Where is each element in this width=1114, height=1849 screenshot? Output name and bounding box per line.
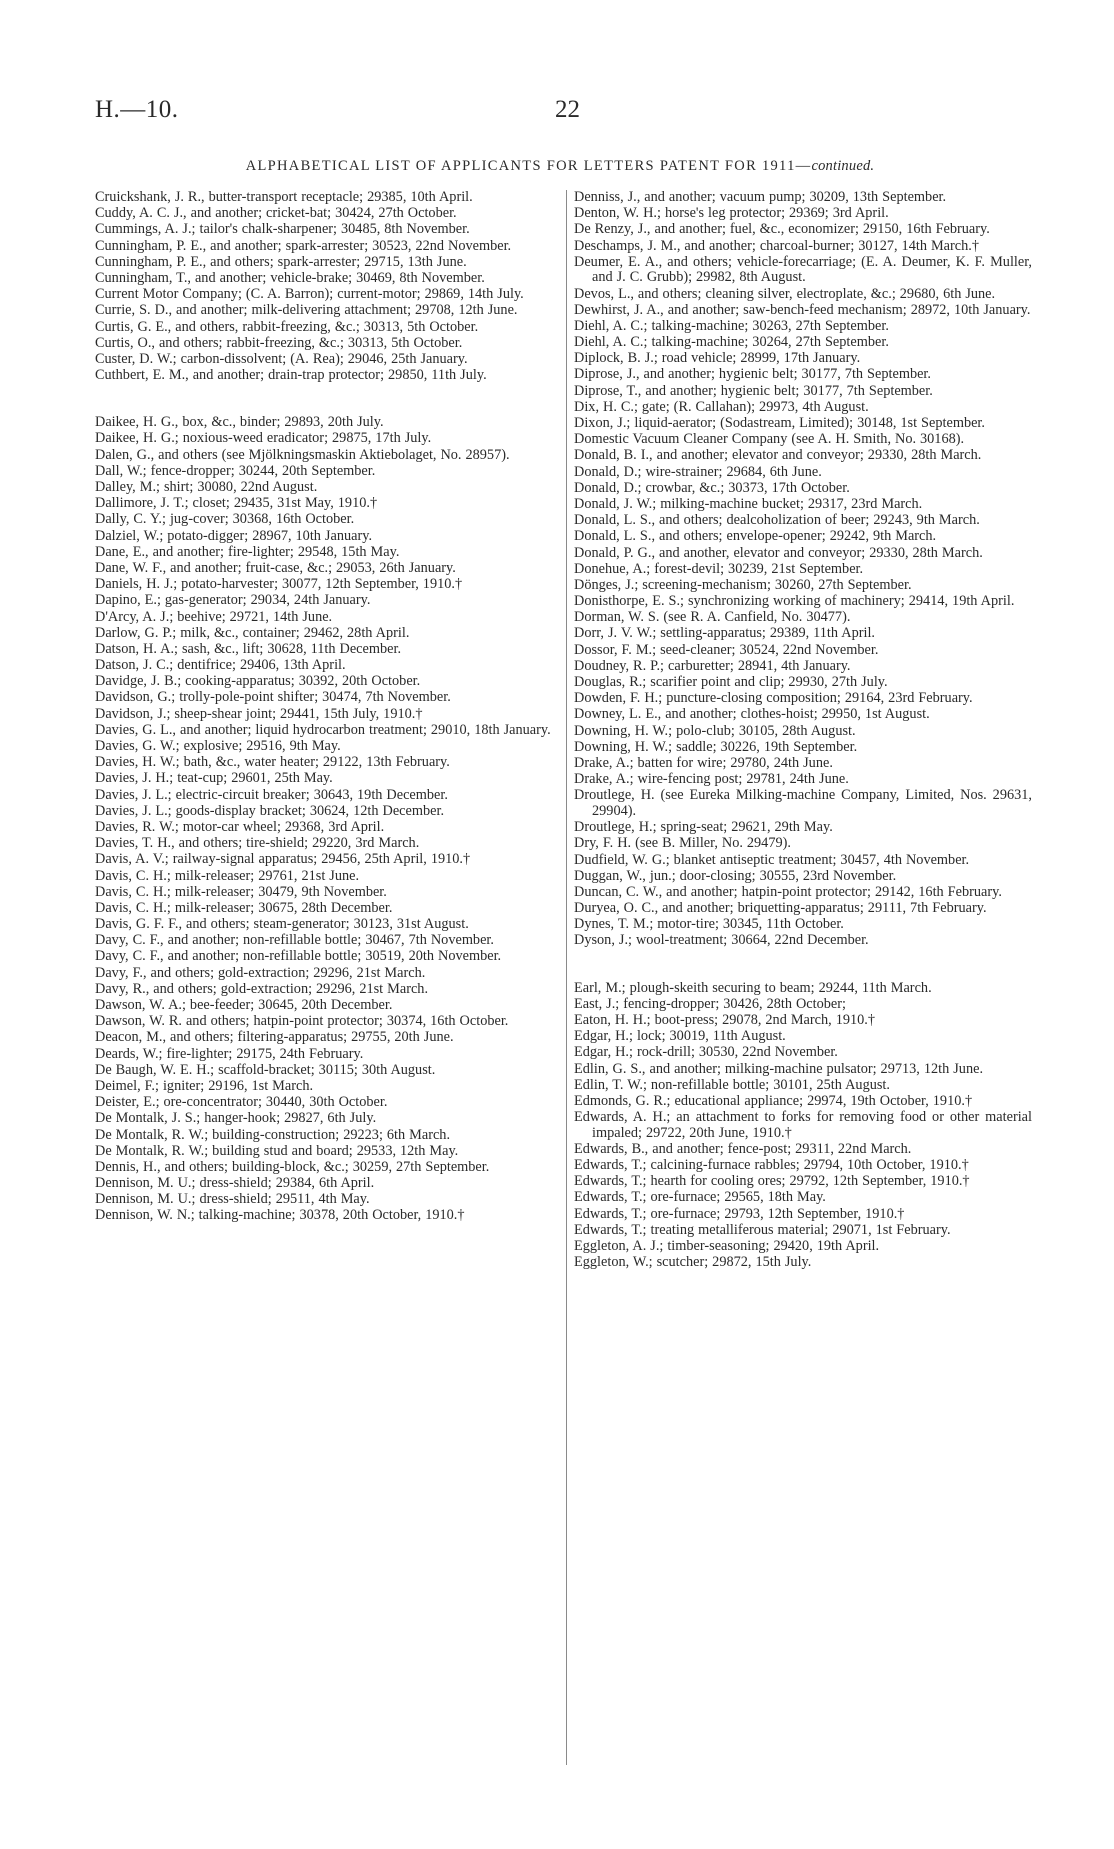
list-entry: Davies, R. W.; motor-car wheel; 29368, 3rd April. [95, 818, 385, 835]
list-entry: Dawson, W. A.; bee-feeder; 30645, 20th December. [95, 997, 393, 1013]
left-group-d [95, 415, 556, 1224]
list-entry: Deister, E.; ore-concentrator; 30440, 30th October. [95, 1094, 388, 1111]
list-entry: Davy, C. F., and another; non-refillable bottle; 30519, 20th November. [95, 948, 502, 965]
list-entry: Daikee, H. G., box, &c., binder; 29893, 20th July. [95, 414, 384, 431]
list-entry: Donehue, A.; forest-devil; 30239, 21st September. [574, 560, 864, 577]
list-entry: Edlin, G. S., and another; milking-machine pulsator; 29713, 12th June. [574, 1060, 984, 1077]
list-entry: Cummings, A. J.; tailor's chalk-sharpener; 30485, 8th November. [95, 221, 470, 238]
list-entry: Eggleton, A. J.; timber-seasoning; 29420, 19th April. [574, 1238, 880, 1255]
list-entry: Edlin, T. W.; non-refillable bottle; 30101, 25th August. [574, 1076, 890, 1093]
list-entry: Davis, C. H.; milk-releaser; 29761, 21st June. [95, 867, 360, 884]
list-entry: Dalziel, W.; potato-digger; 28967, 10th January. [95, 527, 373, 544]
list-entry: Donald, P. G., and another, elevator and conveyor; 29330, 28th March. [574, 544, 983, 561]
list-entry: Deimel, F.; igniter; 29196, 1st March. [95, 1077, 314, 1094]
list-entry: Dawson, W. R. and others; hatpin-point protector; 30374, 16th October. [95, 1013, 509, 1030]
list-entry: Dapino, E.; gas-generator; 29034, 24th January. [95, 592, 371, 609]
list-entry: Dix, H. C.; gate; (R. Callahan); 29973, 4th August. [574, 398, 869, 415]
list-entry: Donald, J. W.; milking-machine bucket; 29317, 23rd March. [574, 495, 923, 512]
list-entry: Davies, J. H.; teat-cup; 29601, 25th May. [95, 770, 333, 787]
left-column [95, 190, 556, 1225]
list-entry: Davis, A. V.; railway-signal apparatus; 29456, 25th April, 1910.† [95, 851, 471, 868]
list-entry: Davy, C. F., and another; non-refillable bottle; 30467, 7th November. [95, 932, 494, 949]
list-entry: Davis, G. F. F., and others; steam-generator; 30123, 31st August. [95, 916, 469, 933]
list-entry: Edwards, A. H.; an attachment to forks for removing food or other material impaled; 29722, 20th June, 1910.† [574, 1109, 1032, 1141]
list-entry: Daikee, H. G.; noxious-weed eradicator; 29875, 17th July. [95, 430, 432, 447]
list-entry: Donald, L. S., and others; envelope-opener; 29242, 9th March. [574, 528, 937, 545]
list-entry: Diplock, B. J.; road vehicle; 28999, 17th January. [574, 350, 861, 367]
list-entry: Edwards, T.; ore-furnace; 29565, 18th May. [574, 1189, 826, 1206]
list-entry: Dalen, G., and others (see Mjölkningsmaskin Aktiebolaget, No. 28957). [95, 446, 510, 463]
list-entry: Downing, H. W.; polo-club; 30105, 28th August. [574, 722, 856, 739]
list-entry: Davies, J. L.; electric-circuit breaker; 30643, 19th December. [95, 786, 448, 803]
list-entry: Denniss, J., and another; vacuum pump; 30209, 13th September. [574, 189, 947, 205]
list-entry: Denton, W. H.; horse's leg protector; 29369; 3rd April. [574, 205, 889, 222]
list-entry: Dixon, J.; liquid-aerator; (Sodastream, Limited); 30148, 1st September. [574, 415, 985, 432]
list-entry: Cunningham, T., and another; vehicle-brake; 30469, 8th November. [95, 269, 485, 286]
list-entry: Dewhirst, J. A., and another; saw-bench-feed mechanism; 28972, 10th January. [574, 301, 1031, 318]
list-entry: Dane, W. F., and another; fruit-case, &c.; 29053, 26th January. [95, 559, 456, 576]
list-entry: Dallimore, J. T.; closet; 29435, 31st May, 1910.† [95, 495, 378, 512]
list-entry: Donisthorpe, E. S.; synchronizing working of machinery; 29414, 19th April. [574, 593, 1015, 610]
list-entry: Current Motor Company; (C. A. Barron); current-motor; 29869, 14th July. [95, 286, 524, 303]
list-entry: Davy, R., and others; gold-extraction; 29296, 21st March. [95, 980, 429, 997]
list-entry: Cunningham, P. E., and another; spark-arrester; 30523, 22nd November. [95, 237, 512, 254]
list-entry: Dyson, J.; wool-treatment; 30664, 22nd December. [574, 932, 869, 949]
list-entry: Edwards, T.; treating metalliferous material; 29071, 1st February. [574, 1221, 951, 1238]
page-header [95, 96, 1025, 136]
group-spacer [574, 950, 1032, 981]
list-entry: Cunningham, P. E., and others; spark-arrester; 29715, 13th June. [95, 253, 467, 270]
list-entry: Dennison, M. U.; dress-shield; 29511, 4th May. [95, 1191, 370, 1208]
list-entry: Cuddy, A. C. J., and another; cricket-bat; 30424, 27th October. [95, 205, 457, 222]
list-entry: Dynes, T. M.; motor-tire; 30345, 11th October. [574, 916, 844, 933]
list-entry: De Montalk, J. S.; hanger-hook; 29827, 6th July. [95, 1110, 377, 1127]
list-entry: Edwards, T.; ore-furnace; 29793, 12th September, 1910.† [574, 1205, 905, 1222]
list-entry: Downing, H. W.; saddle; 30226, 19th September. [574, 738, 858, 755]
list-entry: Diprose, T., and another; hygienic belt; 30177, 7th September. [574, 382, 933, 399]
list-entry: Dalley, M.; shirt; 30080, 22nd August. [95, 479, 318, 495]
group-spacer [95, 384, 556, 415]
right-group-e [574, 981, 1032, 1271]
list-entry: Droutlege, H.; spring-seat; 29621, 29th May. [574, 819, 833, 836]
list-entry: Dry, F. H. (see B. Miller, No. 29479). [574, 835, 791, 852]
column-divider [566, 190, 567, 1765]
list-entry: Donald, D.; crowbar, &c.; 30373, 17th October. [574, 479, 850, 496]
list-entry: Donald, D.; wire-strainer; 29684, 6th June. [574, 463, 822, 480]
list-entry: Earl, M.; plough-skeith securing to beam; 29244, 11th March. [574, 979, 932, 996]
list-entry: De Baugh, W. E. H.; scaffold-bracket; 30115; 30th August. [95, 1061, 436, 1078]
list-title-main: ALPHABETICAL LIST OF APPLICANTS FOR LETTERS PATENT FOR 1911— [245, 158, 812, 174]
list-entry: Deumer, E. A., and others; vehicle-forecarriage; (E. A. Deumer, K. F. Muller, and J. C. Grubb); 29982, 8th August. [574, 253, 1032, 286]
list-entry: Dudfield, W. G.; blanket antiseptic treatment; 30457, 4th November. [574, 851, 970, 868]
list-entry: Drake, A.; wire-fencing post; 29781, 24th June. [574, 771, 849, 788]
list-entry: Cruickshank, J. R., butter-transport receptacle; 29385, 10th April. [95, 189, 473, 205]
list-entry: Diprose, J., and another; hygienic belt; 30177, 7th September. [574, 366, 931, 383]
list-entry: Downey, L. E., and another; clothes-hoist; 29950, 1st August. [574, 706, 930, 723]
list-entry: Cuthbert, E. M., and another; drain-trap protector; 29850, 11th July. [95, 367, 487, 384]
list-entry: Daniels, H. J.; potato-harvester; 30077, 12th September, 1910.† [95, 576, 463, 593]
list-entry: Dall, W.; fence-dropper; 30244, 20th September. [95, 462, 376, 479]
list-entry: Davis, C. H.; milk-releaser; 30479, 9th November. [95, 883, 387, 900]
list-title-continued: continued. [811, 158, 875, 174]
right-group-d [574, 190, 1032, 949]
list-entry: Dorman, W. S. (see R. A. Canfield, No. 30477). [574, 609, 851, 626]
section-code: H.—10. [95, 96, 179, 123]
list-entry: Deschamps, J. M., and another; charcoal-burner; 30127, 14th March.† [574, 237, 979, 254]
right-column [574, 190, 1032, 1271]
list-title [95, 158, 1025, 175]
list-entry: Deacon, M., and others; filtering-apparatus; 29755, 20th June. [95, 1029, 454, 1046]
list-entry: Dennison, M. U.; dress-shield; 29384, 6th April. [95, 1175, 375, 1192]
list-entry: Davies, T. H., and others; tire-shield; 29220, 3rd March. [95, 835, 420, 852]
list-entry: Dally, C. Y.; jug-cover; 30368, 16th October. [95, 511, 355, 528]
list-entry: Curtis, O., and others; rabbit-freezing, &c.; 30313, 5th October. [95, 334, 463, 351]
list-entry: East, J.; fencing-dropper; 30426, 28th October; [574, 995, 846, 1012]
list-entry: Deards, W.; fire-lighter; 29175, 24th February. [95, 1045, 364, 1062]
list-entry: Datson, J. C.; dentifrice; 29406, 13th April. [95, 657, 346, 674]
list-entry: Edgar, H.; rock-drill; 30530, 22nd November. [574, 1044, 838, 1061]
list-entry: Droutlege, H. (see Eureka Milking-machine Company, Limited, Nos. 29631, 29904). [574, 787, 1032, 819]
list-entry: Dane, E., and another; fire-lighter; 29548, 15th May. [95, 543, 400, 560]
list-entry: Dorr, J. V. W.; settling-apparatus; 29389, 11th April. [574, 625, 875, 642]
list-entry: Dowden, F. H.; puncture-closing composition; 29164, 23rd February. [574, 690, 973, 707]
list-entry: Diehl, A. C.; talking-machine; 30264, 27th September. [574, 334, 889, 351]
list-entry: De Renzy, J., and another; fuel, &c., economizer; 29150, 16th February. [574, 221, 990, 238]
list-entry: Dennis, H., and others; building-block, &c.; 30259, 27th September. [95, 1158, 490, 1175]
list-entry: Duncan, C. W., and another; hatpin-point protector; 29142, 16th February. [574, 883, 1002, 900]
list-entry: Davidge, J. B.; cooking-apparatus; 30392, 20th October. [95, 673, 421, 690]
list-entry: Davidson, J.; sheep-shear joint; 29441, 15th July, 1910.† [95, 705, 423, 722]
list-entry: Datson, H. A.; sash, &c., lift; 30628, 11th December. [95, 640, 402, 657]
list-entry: Diehl, A. C.; talking-machine; 30263, 27th September. [574, 317, 889, 334]
list-entry: Doudney, R. P.; carburetter; 28941, 4th January. [574, 657, 851, 674]
list-entry: Davies, G. W.; explosive; 29516, 9th May. [95, 738, 341, 754]
list-entry: Dennison, W. N.; talking-machine; 30378, 20th October, 1910.† [95, 1207, 465, 1224]
left-group-c [95, 190, 556, 384]
list-entry: Donald, B. I., and another; elevator and conveyor; 29330, 28th March. [574, 447, 982, 464]
list-entry: D'Arcy, A. J.; beehive; 29721, 14th June. [95, 608, 333, 625]
list-entry: Davy, F., and others; gold-extraction; 29296, 21st March. [95, 964, 426, 981]
list-entry: Domestic Vacuum Cleaner Company (see A. H. Smith, No. 30168). [574, 431, 965, 448]
list-entry: De Montalk, R. W.; building-construction; 29223; 6th March. [95, 1126, 451, 1143]
list-entry: Edwards, T.; hearth for cooling ores; 29792, 12th September, 1910.† [574, 1173, 970, 1190]
list-entry: Davis, C. H.; milk-releaser; 30675, 28th December. [95, 899, 393, 916]
list-entry: Davies, H. W.; bath, &c., water heater; 29122, 13th February. [95, 754, 450, 771]
list-entry: Custer, D. W.; carbon-dissolvent; (A. Rea); 29046, 25th January. [95, 350, 468, 367]
list-entry: Davies, J. L.; goods-display bracket; 30624, 12th December. [95, 802, 445, 819]
list-entry: Currie, S. D., and another; milk-delivering attachment; 29708, 12th June. [95, 302, 518, 319]
list-entry: Duggan, W., jun.; door-closing; 30555, 23rd November. [574, 867, 897, 884]
list-entry: Eaton, H. H.; boot-press; 29078, 2nd March, 1910.† [574, 1012, 876, 1028]
list-entry: Dönges, J.; screening-mechanism; 30260, 27th September. [574, 576, 912, 593]
list-entry: Edmonds, G. R.; educational appliance; 29974, 19th October, 1910.† [574, 1092, 973, 1109]
list-entry: Edgar, H.; lock; 30019, 11th August. [574, 1028, 786, 1045]
list-entry: Edwards, T.; calcining-furnace rabbles; 29794, 10th October, 1910.† [574, 1157, 969, 1174]
list-entry: Edwards, B., and another; fence-post; 29311, 22nd March. [574, 1140, 912, 1157]
list-entry: Davies, G. L., and another; liquid hydrocarbon treatment; 29010, 18th January. [95, 721, 551, 738]
list-entry: Devos, L., and others; cleaning silver, electroplate, &c.; 29680, 6th June. [574, 285, 996, 302]
page-number: 22 [555, 96, 580, 123]
list-entry: Drake, A.; batten for wire; 29780, 24th June. [574, 754, 833, 771]
list-entry: De Montalk, R. W.; building stud and board; 29533, 12th May. [95, 1142, 459, 1159]
list-entry: Davidson, G.; trolly-pole-point shifter; 30474, 7th November. [95, 689, 451, 706]
list-entry: Curtis, G. E., and others, rabbit-freezing, &c.; 30313, 5th October. [95, 318, 479, 335]
list-entry: Donald, L. S., and others; dealcoholization of beer; 29243, 9th March. [574, 512, 980, 529]
list-entry: Eggleton, W.; scutcher; 29872, 15th July. [574, 1254, 812, 1271]
list-entry: Douglas, R.; scarifier point and clip; 29930, 27th July. [574, 674, 888, 691]
list-entry: Duryea, O. C., and another; briquetting-apparatus; 29111, 7th February. [574, 900, 987, 917]
list-entry: Dossor, F. M.; seed-cleaner; 30524, 22nd November. [574, 641, 879, 658]
list-entry: Darlow, G. P.; milk, &c., container; 29462, 28th April. [95, 624, 410, 641]
